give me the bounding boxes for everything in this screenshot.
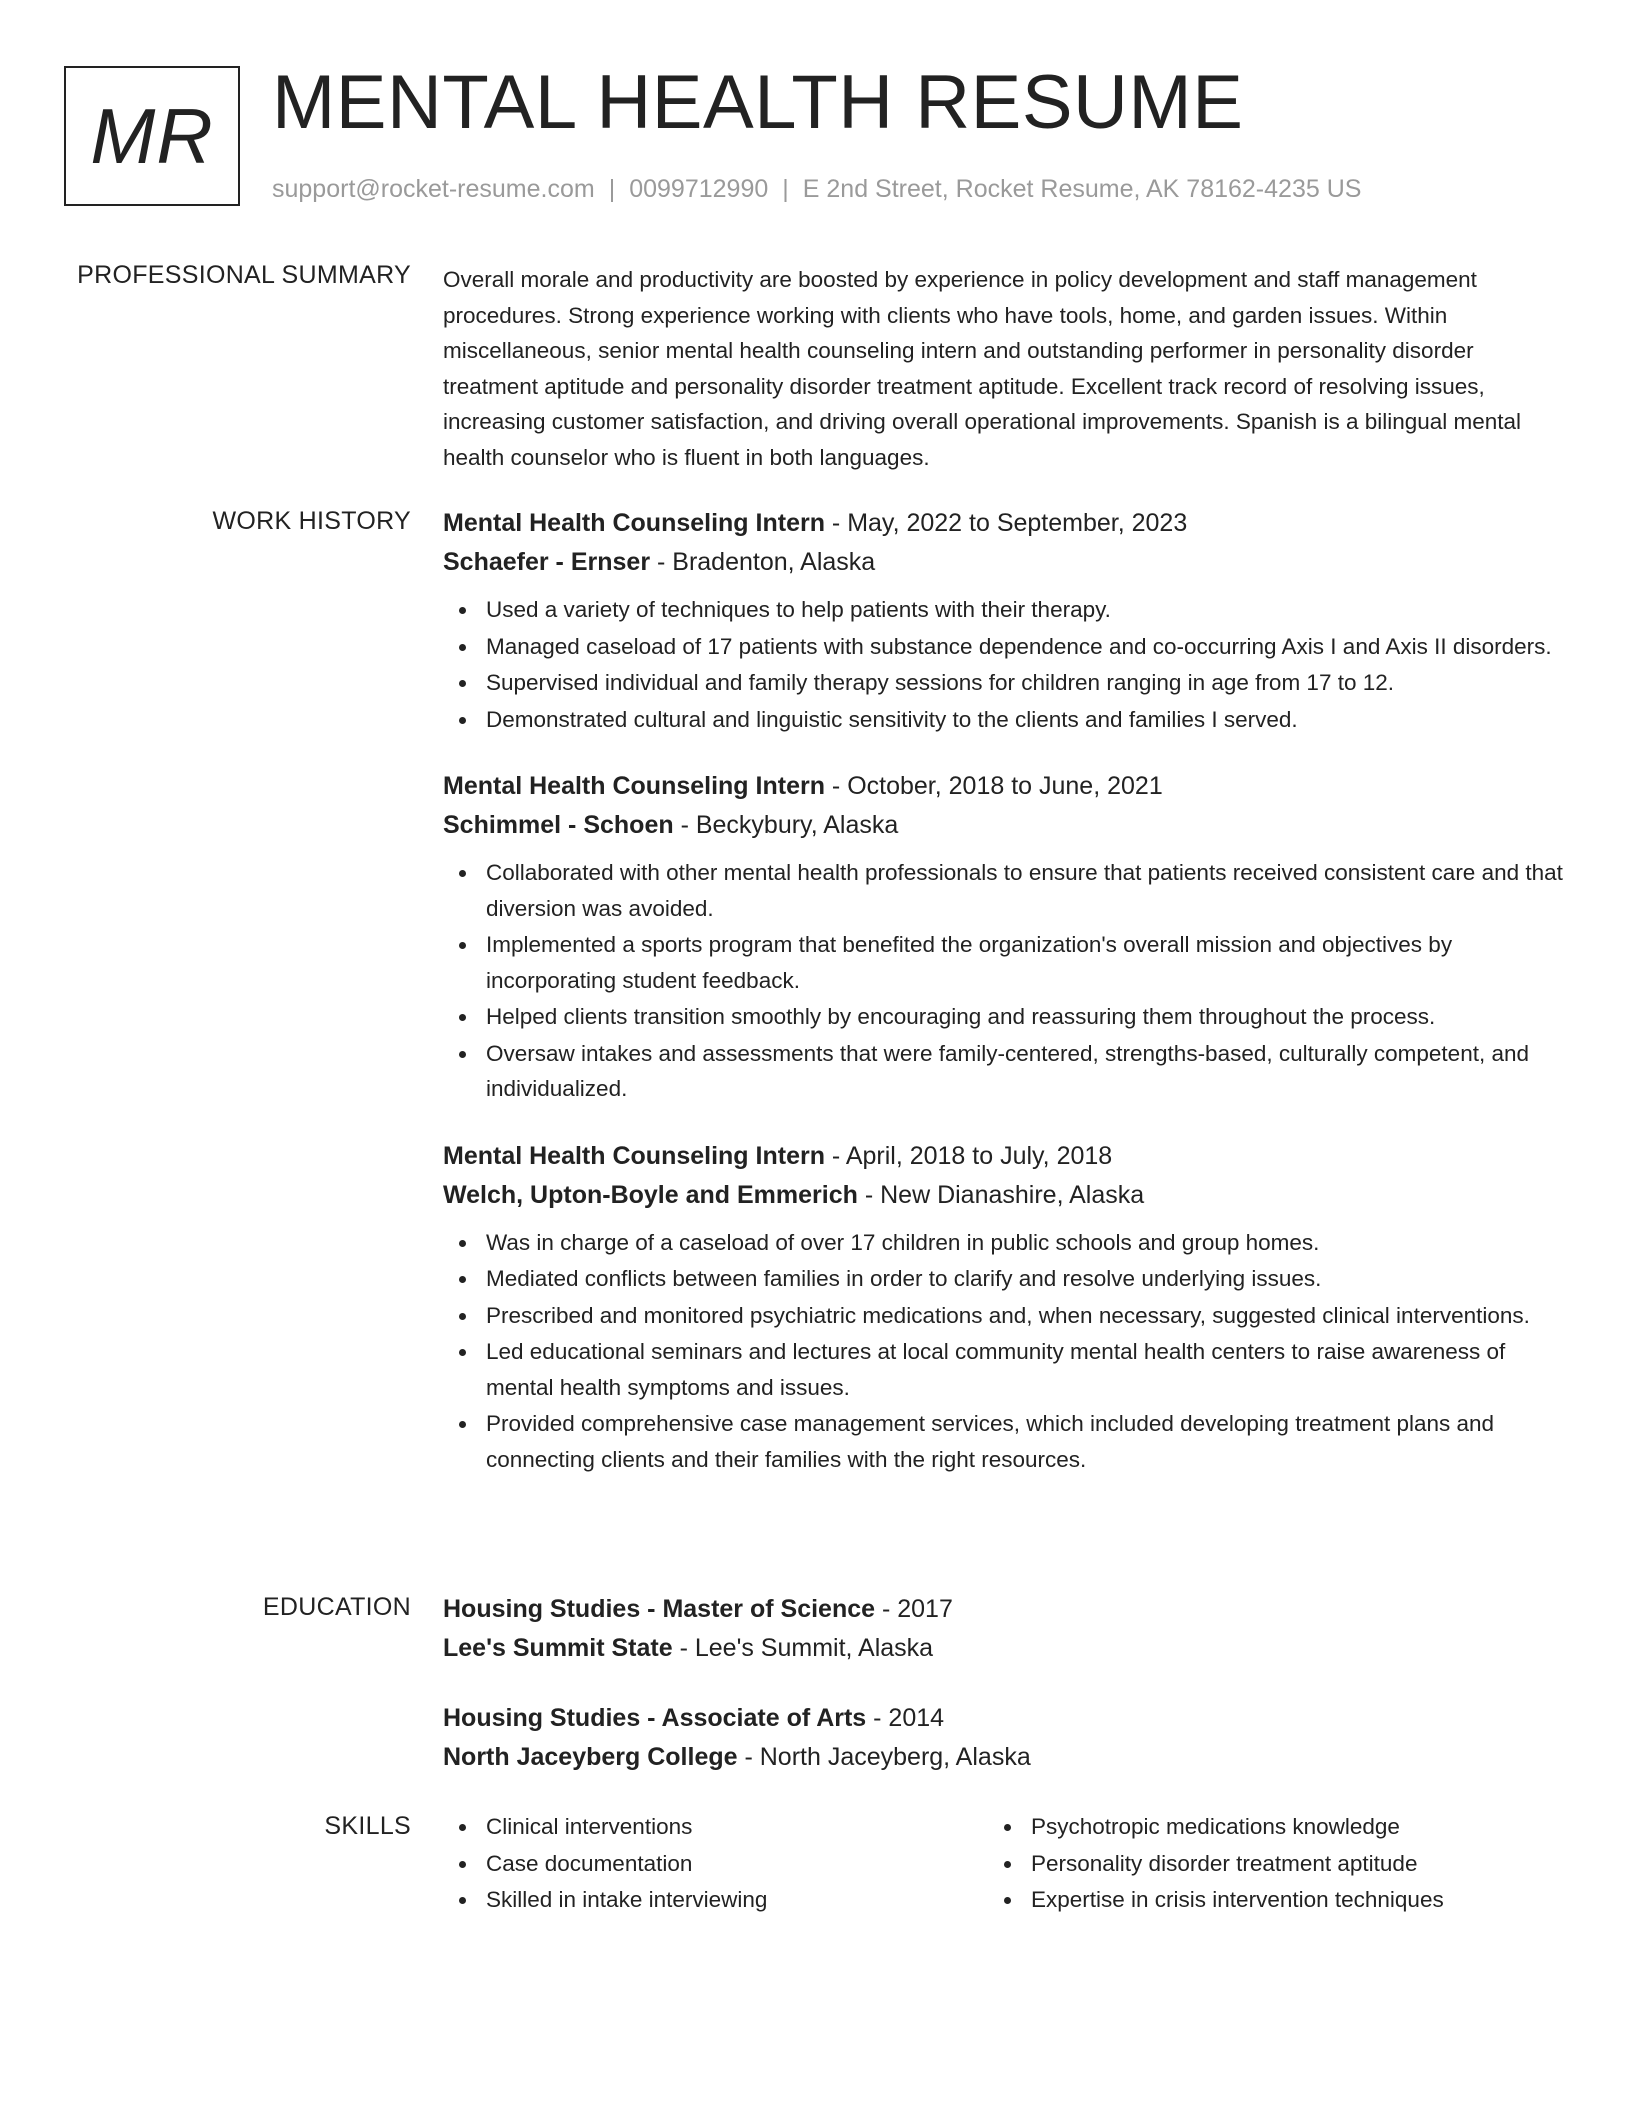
list-item: Mediated conflicts between families in order to clarify and resolve underlying issues.: [443, 1261, 1563, 1297]
skills-column-left: [443, 1809, 988, 1919]
contact-separator: |: [782, 175, 789, 203]
contact-phone: 0099712990: [629, 175, 769, 203]
monogram-initials: MR: [90, 91, 214, 180]
education-year: - 2017: [875, 1595, 953, 1623]
education-year: - 2014: [866, 1704, 945, 1732]
education-school-line: [443, 1738, 1563, 1777]
skill-item: Clinical interventions: [443, 1809, 988, 1845]
job-bullets: [443, 592, 1563, 737]
skill-item: Psychotropic medications knowledge: [988, 1809, 1533, 1845]
section-body: [443, 504, 1563, 1507]
job-location: - New Dianashire, Alaska: [857, 1180, 1145, 1209]
job-location: - Bradenton, Alaska: [650, 548, 876, 576]
section-label: EDUCATION: [262, 1593, 411, 1621]
education-degree-line: [443, 1590, 1563, 1629]
list-item: Used a variety of techniques to help patients with their therapy.: [443, 592, 1563, 628]
section-label: PROFESSIONAL SUMMARY: [77, 261, 411, 289]
skills-list: [988, 1809, 1533, 1918]
list-item: Provided comprehensive case management services, which included developing treatment plans and connecting clients and their families with the right resources.: [443, 1406, 1563, 1477]
job-title-line: [443, 504, 1563, 543]
list-item: Managed caseload of 17 patients with substance dependence and co-occurring Axis I and Axis II disorders.: [443, 629, 1563, 665]
education-entry: [443, 1699, 1563, 1777]
job-entry: [443, 767, 1563, 1107]
job-title: Mental Health Counseling Intern: [443, 1141, 825, 1170]
list-item: Helped clients transition smoothly by encouraging and reassuring them throughout the process.: [443, 999, 1563, 1035]
contact-email: support@rocket-resume.com: [272, 175, 595, 203]
skill-item: Skilled in intake interviewing: [443, 1882, 988, 1918]
monogram-box: [64, 66, 240, 206]
list-item: Supervised individual and family therapy sessions for children ranging in age from 17 to 12.: [443, 665, 1563, 701]
job-company-line: [443, 806, 1563, 845]
job-company-line: [443, 543, 1563, 582]
education-degree: Housing Studies - Master of Science: [443, 1595, 876, 1623]
contact-address: E 2nd Street, Rocket Resume, AK 78162-4235 US: [802, 175, 1362, 203]
skill-item: Expertise in crisis intervention techniques: [988, 1882, 1533, 1918]
job-location: - Beckybury, Alaska: [673, 811, 899, 839]
job-title-line: [443, 1137, 1563, 1176]
job-company: Welch, Upton-Boyle and Emmerich: [443, 1180, 858, 1209]
job-dates: - April, 2018 to July, 2018: [824, 1141, 1113, 1170]
job-title: Mental Health Counseling Intern: [443, 509, 825, 537]
job-company-line: [443, 1176, 1563, 1215]
job-company: Schaefer - Ernser: [443, 548, 651, 576]
skills-list: [443, 1809, 988, 1918]
section-label: WORK HISTORY: [212, 507, 411, 535]
section-body: [443, 1590, 1563, 1808]
skill-item: Personality disorder treatment aptitude: [988, 1846, 1533, 1882]
list-item: Led educational seminars and lectures at local community mental health centers to raise awareness of mental health symptoms and issues.: [443, 1334, 1563, 1405]
skills-column-right: [988, 1809, 1533, 1919]
resume-title: MENTAL HEALTH RESUME: [272, 60, 1244, 145]
list-item: Was in charge of a caseload of over 17 children in public schools and group homes.: [443, 1225, 1563, 1261]
education-degree: Housing Studies - Associate of Arts: [443, 1704, 867, 1732]
job-bullets: [443, 855, 1563, 1107]
job-title: Mental Health Counseling Intern: [443, 772, 825, 800]
list-item: Implemented a sports program that benefited the organization's overall mission and objectives by incorporating student feedback.: [443, 927, 1563, 998]
list-item: Oversaw intakes and assessments that were family-centered, strengths-based, culturally competent, and individualized.: [443, 1036, 1563, 1107]
education-school: North Jaceyberg College: [443, 1743, 738, 1771]
job-dates: - May, 2022 to September, 2023: [824, 509, 1188, 537]
list-item: Collaborated with other mental health professionals to ensure that patients received consistent care and that diversion was avoided.: [443, 855, 1563, 926]
skills-columns: [443, 1809, 1563, 1919]
contact-line: [272, 172, 1361, 206]
list-item: Prescribed and monitored psychiatric medications and, when necessary, suggested clinical interventions.: [443, 1298, 1563, 1334]
job-entry: [443, 1137, 1563, 1478]
section-label: SKILLS: [324, 1812, 411, 1840]
contact-separator: |: [608, 175, 616, 203]
education-location: - North Jaceyberg, Alaska: [737, 1743, 1031, 1771]
education-degree-line: [443, 1699, 1563, 1738]
list-item: Demonstrated cultural and linguistic sensitivity to the clients and families I served.: [443, 702, 1563, 738]
education-location: - Lee's Summit, Alaska: [672, 1634, 934, 1662]
section-body: [443, 258, 1563, 475]
section-body: [443, 1809, 1563, 1919]
summary-paragraph: Overall morale and productivity are boosted by experience in policy development and staff management procedures. Strong experience working with clients who have tools, home, and garden issues. Within miscellaneous, senior mental health counseling intern and outstanding performer in personality disorder treatment aptitude and personality disorder treatment aptitude. Excellent track record of resolving issues, increasing customer satisfaction, and driving overall operational improvements. Spanish is a bilingual mental health counselor who is fluent in both languages.: [443, 267, 1522, 470]
job-title-line: [443, 767, 1563, 806]
skill-item: Case documentation: [443, 1846, 988, 1882]
job-bullets: [443, 1225, 1563, 1478]
job-company: Schimmel - Schoen: [443, 811, 674, 839]
job-dates: - October, 2018 to June, 2021: [824, 772, 1163, 800]
job-entry: [443, 504, 1563, 737]
education-school: Lee's Summit State: [443, 1634, 673, 1662]
education-entry: [443, 1590, 1563, 1668]
education-school-line: [443, 1629, 1563, 1668]
